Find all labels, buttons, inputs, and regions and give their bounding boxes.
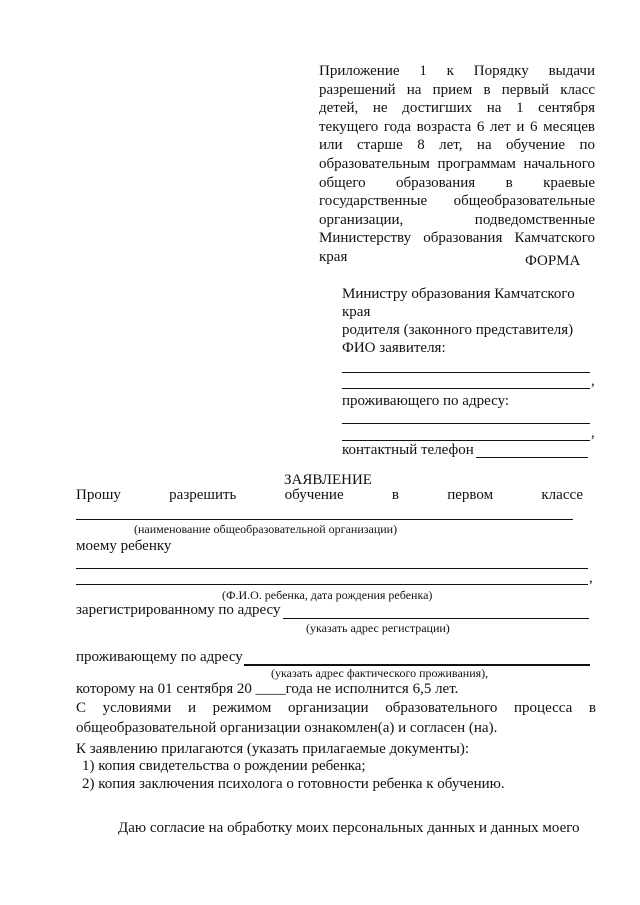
application-title: ЗАЯВЛЕНИЕ [284,472,372,488]
comma: , [591,425,595,441]
request-word: классе [541,487,583,503]
request-word: разрешить [169,487,237,503]
applicant-address-line-2 [342,440,590,441]
phone-label: контактный телефон [342,442,474,458]
comma: , [589,570,593,586]
agreement-statement: С условиями и режимом организации образовательного процесса в общеобразовательной организации ознакомлен(а) и согласен (на). [76,700,596,736]
addressee-line-3: родителя (законного представителя) [342,322,574,338]
applicant-address-label: проживающего по адресу: [342,393,510,409]
actual-address-caption: (указать адрес фактического проживания), [271,666,489,680]
child-info-line-2 [76,584,588,585]
request-word: Прошу [76,487,121,503]
registered-address-line [283,618,589,619]
request-row [76,487,583,504]
request-word: обучение [284,487,344,503]
attachment-item: 2) копия заключения психолога о готовности ребенка к обучению. [82,776,505,792]
consent-statement: Даю согласие на обработку моих персональных данных и данных моего [118,820,580,836]
registered-address-caption: (указать адрес регистрации) [306,621,450,635]
child-info-caption: (Ф.И.О. ребенка, дата рождения ребенка) [222,588,433,602]
applicant-address-line-1 [342,423,590,424]
request-word: в [391,487,399,503]
applicant-name-label: ФИО заявителя: [342,340,446,356]
attachment-item: 1) копия свидетельства о рождении ребенка; [82,758,366,774]
annex-reference: Приложение 1 к Порядку выдачи разрешений на прием в первый класс детей, не достигших на 1 сентября текущего года возраста 6 лет и 6 месяцев или старше 8 лет, на обучение по образовательным программам начального общего образования в краевые государственные общеобразовательные организации, подведомственные Министерству образования Камчатского края [319,63,595,265]
request-word: первом [447,487,494,503]
attachments-label: К заявлению прилагаются (указать прилагаемые документы): [76,741,470,757]
org-name-line [76,519,573,520]
actual-address-label: проживающему по адресу [76,649,243,665]
addressee-line-2: края [342,304,371,320]
form-label: ФОРМА [525,253,581,269]
registered-address-label: зарегистрированному по адресу [76,602,281,618]
age-statement: которому на 01 сентября 20 ____года не исполнится 6,5 лет. [76,681,459,697]
my-child-label: моему ребенку [76,538,172,554]
org-name-caption: (наименование общеобразовательной организации) [134,522,398,536]
addressee-line-1: Министру образования Камчатского [342,286,575,302]
phone-line [476,457,588,458]
child-info-line-1 [76,568,588,569]
applicant-name-line-2 [342,388,590,389]
applicant-name-line-1 [342,372,590,373]
comma: , [591,373,595,389]
